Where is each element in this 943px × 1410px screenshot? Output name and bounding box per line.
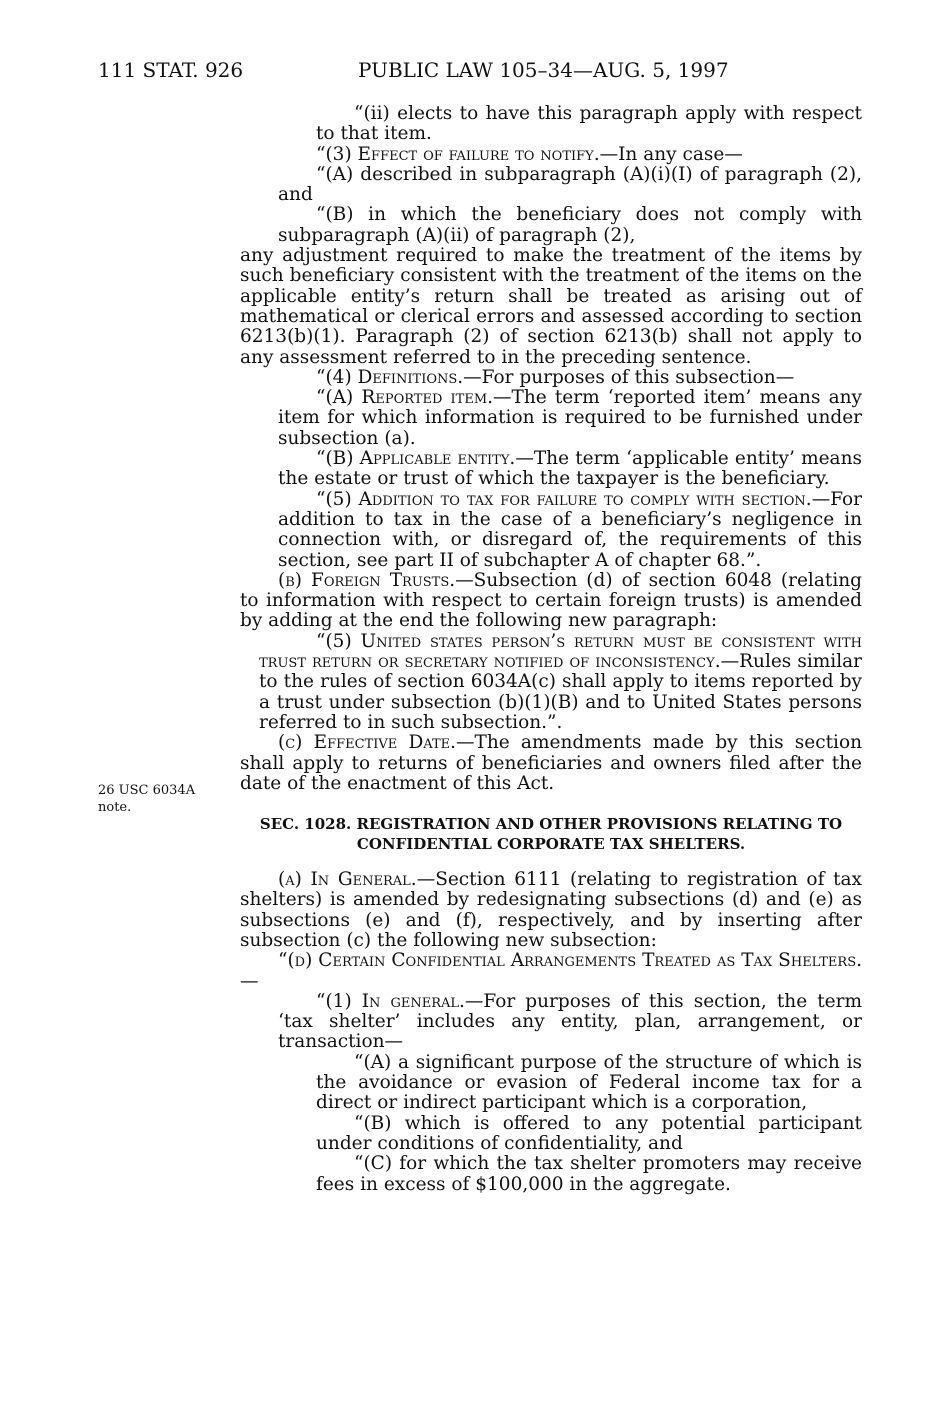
paragraph-4a-reported-item: “(A) Reported item.—The term ‘reported item’ means any item for which information is required to be furnished under subsection (a). bbox=[278, 387, 862, 449]
running-head: PUBLIC LAW 105–34—AUG. 5, 1997 bbox=[358, 58, 729, 82]
paragraph-3a: “(A) described in subparagraph (A)(i)(I) of paragraph (2), and bbox=[278, 163, 862, 206]
paragraph-4b-applicable-entity: “(B) Applicable entity.—The term ‘applicable entity’ means the estate or trust of which the taxpayer is the beneficiary. bbox=[278, 448, 862, 490]
subheading: “(4) Definitions. bbox=[316, 366, 464, 388]
paragraph-1a: “(A) a significant purpose of the structure of which is the avoidance or evasion of Federal income tax for a direct or indirect participant which is a corporation, bbox=[316, 1051, 862, 1114]
document-body bbox=[240, 104, 862, 1195]
paragraph-1c: “(C) for which the tax shelter promoters may receive fees in excess of $100,000 in the aggregate. bbox=[316, 1153, 862, 1195]
subheading: “(d) Certain Confidential Arrangements Treated as Tax Shelters. bbox=[278, 950, 862, 972]
paragraph-5-addition-to-tax: “(5) Addition to tax for failure to comply with section.—For addition to tax in the case of a beneficiary’s negligence in connection with, or disregard of, the requirements of this section, see part II of subchapter A of chapter 68.”. bbox=[278, 488, 862, 571]
paragraph-d-confidential-arrangements: “(d) Certain Confidential Arrangements Treated as Tax Shelters.— bbox=[240, 950, 862, 992]
paragraph-c-effective-date: (c) Effective Date.—The amendments made by this section shall apply to returns of beneficiaries and owners filed after the date of the enactment of this Act. bbox=[240, 732, 862, 794]
subheading: “(A) Reported item. bbox=[316, 387, 494, 409]
paragraph-adjustment: any adjustment required to make the treatment of the items by such beneficiary consistent with the treatment of the items on the applicable entity’s return shall be treated as arising out of mathematical or clerical errors and assessed according to section 6213(b)(1). Paragraph (2) of section 6213(b) shall not apply to any assessment referred to in the preceding sentence. bbox=[240, 245, 862, 368]
subheading: “(3) Effect of failure to notify. bbox=[316, 143, 600, 165]
subheading: “(5) Addition to tax for failure to comply with section. bbox=[316, 488, 812, 510]
page-reference: 111 STAT. 926 bbox=[98, 58, 244, 82]
paragraph-1b: “(B) which is offered to any potential participant under conditions of confidentiality, and bbox=[316, 1112, 862, 1154]
subheading: “(1) In general. bbox=[316, 990, 465, 1012]
subheading: “(5) United states person’s return must be consistent with trust return or secretary notified of inconsistency. bbox=[259, 630, 862, 673]
paragraph-b-foreign-trusts: (b) Foreign Trusts.—Subsection (d) of section 6048 (relating to information with respect to certain foreign trusts) is amended by adding at the end the following new paragraph: bbox=[240, 569, 862, 632]
margin-note-citation: 26 USC 6034A bbox=[98, 783, 196, 798]
subheading: “(B) Applicable entity. bbox=[316, 448, 516, 470]
subheading: (a) In General. bbox=[278, 869, 417, 891]
paragraph-4-definitions: “(4) Definitions.—For purposes of this subsection— bbox=[316, 366, 795, 388]
margin-note-label: note. bbox=[98, 800, 132, 815]
paragraph-ii-elects: “(ii) elects to have this paragraph apply with respect to that item. bbox=[316, 103, 862, 145]
subheading: (c) Effective Date. bbox=[278, 732, 457, 754]
paragraph-a-in-general: (a) In General.—Section 6111 (relating to registration of tax shelters) is amended by redesignating subsections (d) and (e) as subsections (e) and (f), respectively, and by inserting after subsection (c) the following new subsection: bbox=[240, 869, 862, 951]
subheading: (b) Foreign Trusts. bbox=[278, 569, 456, 591]
paragraph-5-us-person-return: “(5) United states person’s return must be consistent with trust return or secretary notified of inconsistency.—Rules similar to the rules of section 6034A(c) shall apply to items reported by a trust under subsection (b)(1)(B) and to United States persons referred to in such subsection.”. bbox=[259, 630, 862, 733]
paragraph-3b: “(B) in which the beneficiary does not comply with subparagraph (A)(ii) of paragraph (2), bbox=[278, 204, 862, 246]
paragraph-1-in-general: “(1) In general.—For purposes of this section, the term ‘tax shelter’ includes any entity, plan, arrangement, or transaction— bbox=[278, 990, 862, 1053]
margin-note bbox=[98, 782, 195, 816]
section-heading: SEC. 1028. REGISTRATION AND OTHER PROVISIONS RELATING TO CONFIDENTIAL CORPORATE TAX SHELTERS. bbox=[259, 815, 843, 854]
paragraph-3-effect-of-failure: “(3) Effect of failure to notify.—In any case— bbox=[316, 143, 743, 165]
